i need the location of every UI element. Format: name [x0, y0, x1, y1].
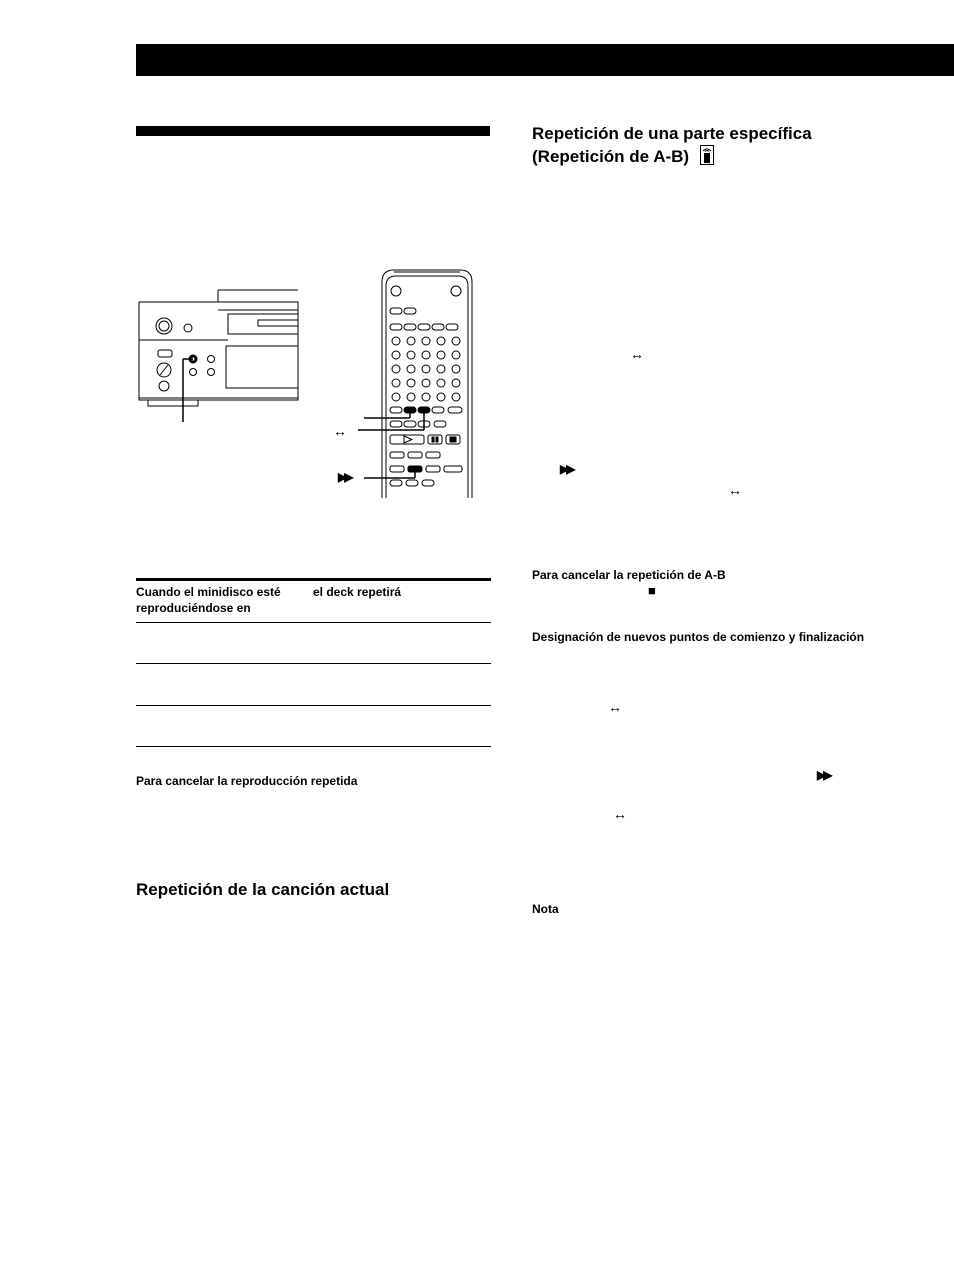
deck-illustration: [139, 290, 298, 422]
table-top-rule: [136, 578, 491, 581]
ab-arrow-icon: ↔: [728, 482, 742, 498]
table-header-col2: el deck repetirá: [313, 585, 402, 599]
table-row-rule: [136, 746, 491, 747]
heading-ab-line1: Repetición de una parte específica: [532, 124, 812, 143]
heading-ab-line2-text: (Repetición de A-B): [532, 147, 690, 166]
heading-current-song: Repetición de la canción actual: [136, 880, 390, 899]
remote-icon: [700, 145, 714, 165]
device-illustration: [136, 262, 476, 498]
header-band: [136, 44, 954, 76]
subhead-cancel-ab: Para cancelar la repetición de A-B: [532, 568, 726, 582]
ff-icon: ▶▶: [817, 768, 830, 782]
ab-arrow-icon: ↔: [333, 423, 347, 439]
table-header-col1: [136, 584, 306, 616]
table-row-rule: [136, 705, 491, 706]
table-header-col1-line1: Cuando el minidisco esté: [136, 585, 281, 599]
ff-icon: ▶▶: [560, 462, 573, 476]
ab-arrow-icon: ↔: [630, 346, 644, 362]
section-bar: [136, 126, 490, 136]
table-header-col1-line2: reproduciéndose en: [136, 601, 251, 615]
subhead-new-points: Designación de nuevos puntos de comienzo y finalización: [532, 630, 865, 644]
ab-arrow-icon: ↔: [608, 699, 622, 715]
remote-illustration: [358, 270, 472, 498]
subhead-cancel-repeat: Para cancelar la reproducción repetida: [136, 774, 358, 788]
table-row-rule: [136, 663, 491, 664]
heading-ab-repeat: [532, 122, 912, 168]
ff-icon: ▶▶: [338, 470, 351, 484]
subhead-note: Nota: [532, 902, 559, 916]
heading-ab-line2: [532, 145, 912, 168]
stop-icon: ■: [648, 583, 656, 598]
number-keypad: [392, 337, 460, 401]
ab-arrow-icon: ↔: [613, 806, 627, 822]
table-row-rule: [136, 622, 491, 623]
